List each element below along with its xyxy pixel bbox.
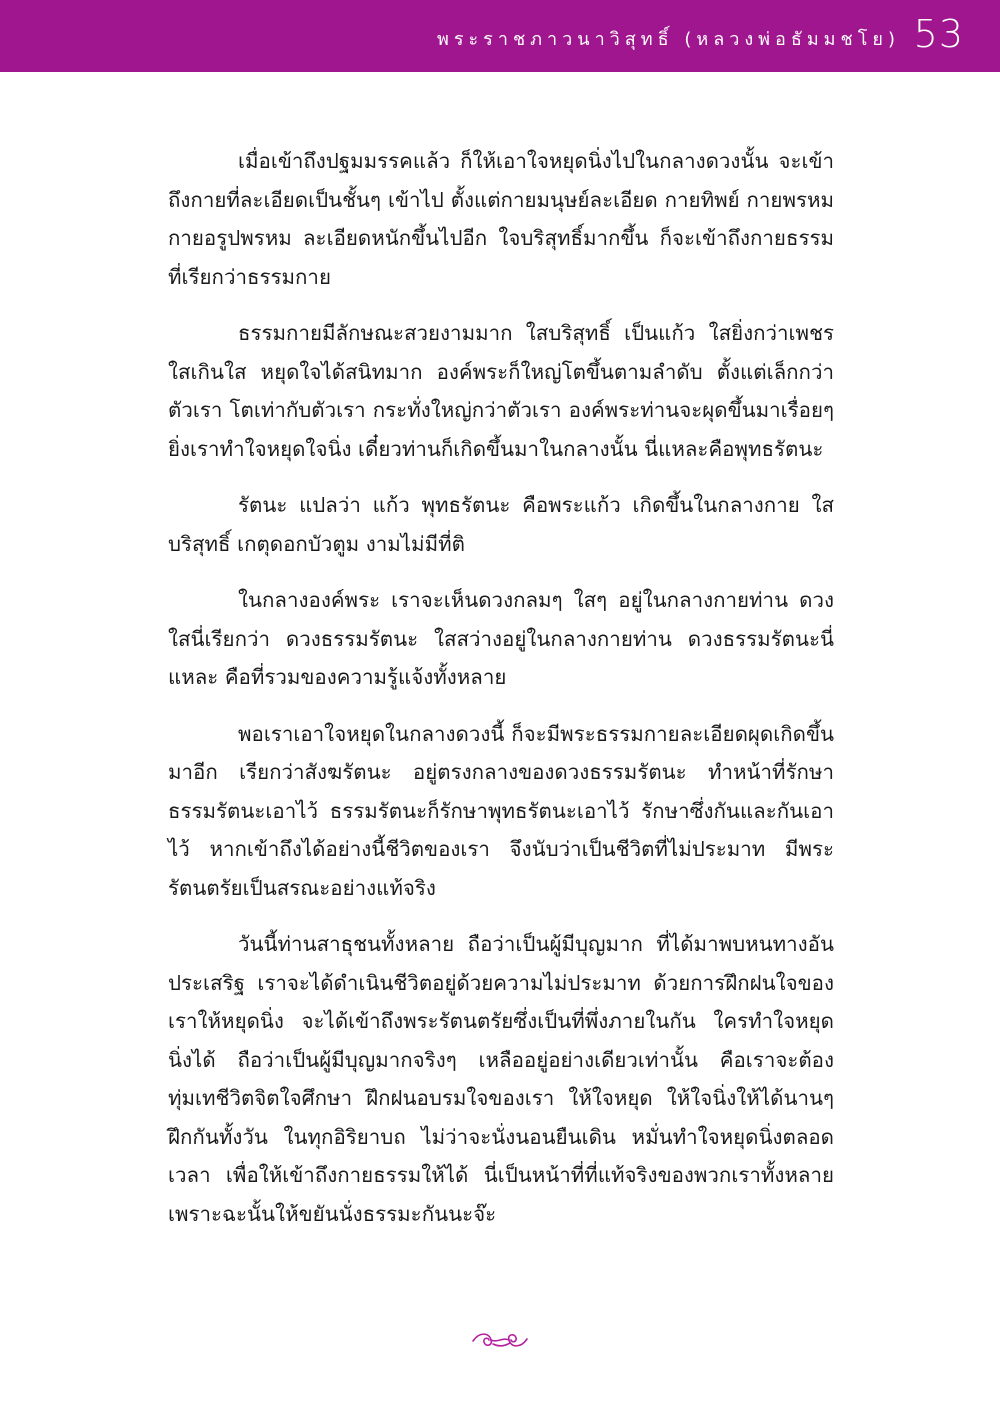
- header-bar: [0, 0, 1000, 72]
- flourish-ornament-icon: [469, 1328, 531, 1352]
- paragraph: ในกลางองค์พระ เราจะเห็นดวงกลมๆ ใสๆ อยู่ในกลางกายท่าน ดวงใสนี่เรียกว่า ดวงธรรมรัตนะ ใสสว่างอยู่ในกลางกายท่าน ดวงธรรมรัตนะนี่แหละ คือที่รวมของความรู้แจ้งทั้งหลาย: [168, 588, 834, 689]
- paragraph: ธรรมกายมีลักษณะสวยงามมาก ใสบริสุทธิ์ เป็นแก้ว ใสยิ่งกว่าเพชร ใสเกินใส หยุดใจได้สนิทมาก องค์พระก็ใหญ่โตขึ้นตามลำดับ ตั้งแต่เล็กกว่าตัวเรา โตเท่ากับตัวเรา กระทั่งใหญ่กว่าตัวเรา องค์พระท่านจะผุดขึ้นมาเรื่อยๆ ยิ่งเราทำใจหยุดใจนิ่ง เดี๋ยวท่านก็เกิดขึ้นมาในกลางนั้น นี่แหละคือพุทธรัตนะ: [168, 321, 834, 461]
- paragraph: พอเราเอาใจหยุดในกลางดวงนี้ ก็จะมีพระธรรมกายละเอียดผุดเกิดขึ้นมาอีก เรียกว่าสังฆรัตนะ อยู่ตรงกลางของดวงธรรมรัตนะ ทำหน้าที่รักษาธรรมรัตนะเอาไว้ ธรรมรัตนะก็รักษาพุทธรัตนะเอาไว้ รักษาซึ่งกันและกันเอาไว้ หากเข้าถึงได้อย่างนี้ชีวิตของเรา จึงนับว่าเป็นชีวิตที่ไม่ประมาท มีพระรัตนตรัยเป็นสรณะอย่างแท้จริง: [168, 721, 834, 900]
- paragraph: รัตนะ แปลว่า แก้ว พุทธรัตนะ คือพระแก้ว เกิดขึ้นในกลางกาย ใสบริสุทธิ์ เกตุดอกบัวตูม งามไม่มีที่ติ: [168, 493, 834, 556]
- header-title: พระราชภาวนาวิสุทธิ์ (หลวงพ่อธัมมชโย): [436, 29, 900, 50]
- paragraph: วันนี้ท่านสาธุชนทั้งหลาย ถือว่าเป็นผู้มีบุญมาก ที่ได้มาพบหนทางอันประเสริฐ เราจะได้ดำเนินชีวิตอยู่ด้วยความไม่ประมาท ด้วยการฝึกฝนใจของเราให้หยุดนิ่ง จะได้เข้าถึงพระรัตนตรัยซึ่งเป็นที่พึ่งภายในกัน ใครทำใจหยุดนิ่งได้ ถือว่าเป็นผู้มีบุญมากจริงๆ เหลืออยู่อย่างเดียวเท่านั้น คือเราจะต้องทุ่มเทชีวิตจิตใจศึกษา ฝึกฝนอบรมใจของเรา ให้ใจหยุด ให้ใจนิ่งให้ได้นานๆ ฝึกกันทั้งวัน ในทุกอิริยาบถ ไม่ว่าจะนั่งนอนยืนเดิน หมั่นทำใจหยุดนิ่งตลอดเวลา เพื่อให้เข้าถึงกายธรรมให้ได้ นี่เป็นหน้าที่ที่แท้จริงของพวกเราทั้งหลาย เพราะฉะนั้นให้ขยันนั่งธรรมะกันนะจ๊ะ: [168, 932, 834, 1226]
- body-text: [168, 142, 834, 1251]
- paragraph: เมื่อเข้าถึงปฐมมรรคแล้ว ก็ให้เอาใจหยุดนิ่งไปในกลางดวงนั้น จะเข้าถึงกายที่ละเอียดเป็นชั้นๆ เข้าไป ตั้งแต่กายมนุษย์ละเอียด กายทิพย์ กายพรหม กายอรูปพรหม ละเอียดหนักขึ้นไปอีก ใจบริสุทธิ์มากขึ้น ก็จะเข้าถึงกายธรรม ที่เรียกว่าธรรมกาย: [168, 149, 834, 289]
- page-number: 53: [913, 12, 964, 56]
